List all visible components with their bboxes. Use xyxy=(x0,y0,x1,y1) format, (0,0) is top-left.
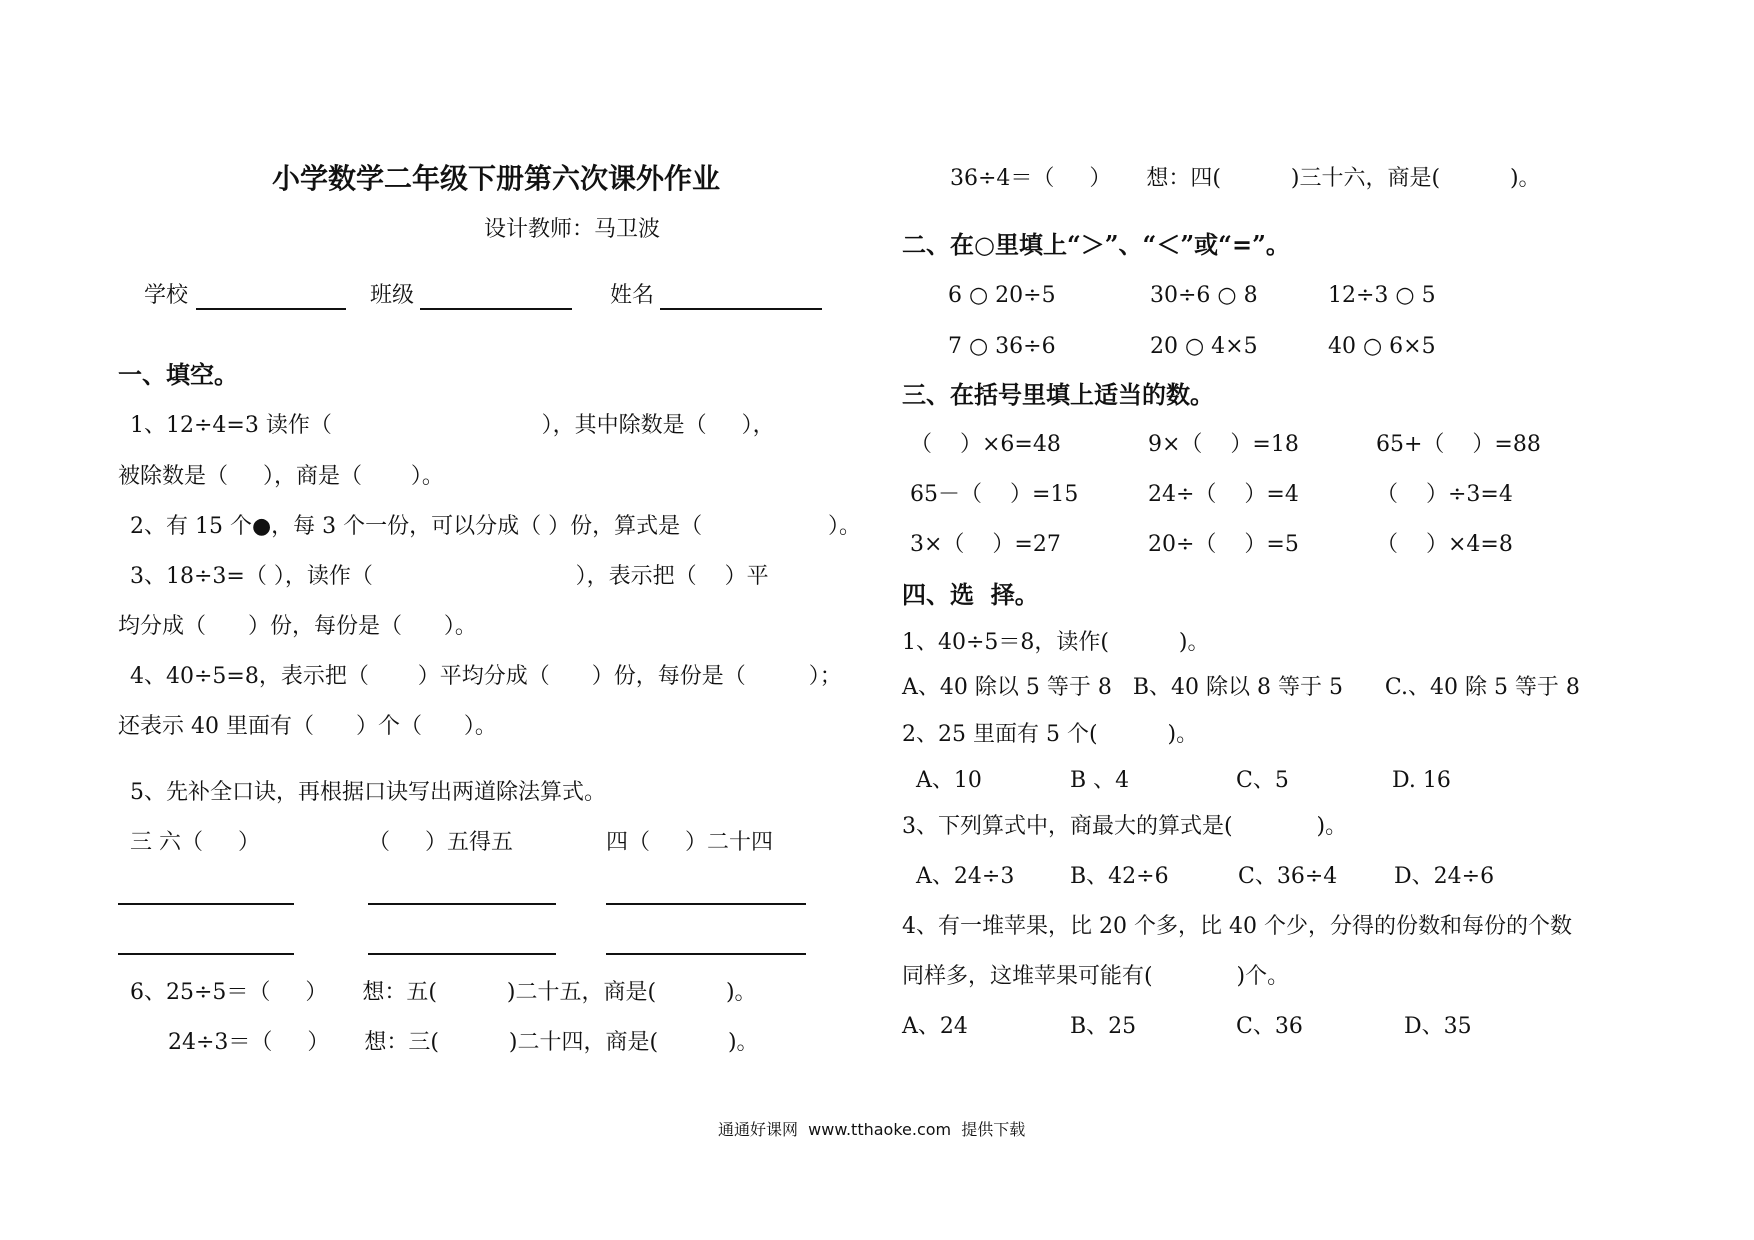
footer: 通通好课网 www.tthaoke.com 提供下载 xyxy=(718,1120,1026,1139)
section-4-heading: 四、选 择。 xyxy=(902,580,1039,609)
s4-q4-line1: 4、有一堆苹果，比 20 个多，比 40 个少，分得的份数和每份的个数 xyxy=(902,914,1572,939)
s1-q5-rhyme-1: 三 六（ ） xyxy=(130,830,260,855)
option: C、36 xyxy=(1236,1014,1303,1039)
s1-q3-line1: 3、18÷3=（ ），读作（ ），表示把（ ）平 xyxy=(130,564,769,589)
option: C、36÷4 xyxy=(1238,864,1338,889)
name-blank[interactable] xyxy=(660,308,822,310)
s1-q6-line3: 36÷4＝（ ） 想：四( )三十六，商是( )。 xyxy=(950,166,1541,191)
option: B、25 xyxy=(1070,1014,1137,1039)
section-3-heading: 三、在括号里填上适当的数。 xyxy=(902,380,1214,409)
class-blank[interactable] xyxy=(420,308,572,310)
answer-line[interactable] xyxy=(368,903,556,905)
answer-line[interactable] xyxy=(118,903,294,905)
s4-q3: 3、下列算式中，商最大的算式是( )。 xyxy=(902,814,1348,839)
school-label: 学校 xyxy=(144,283,189,308)
s1-q5-rhyme-2: （ ）五得五 xyxy=(368,830,513,855)
s4-q1-options: A、40 除以 5 等于 8 B、40 除以 8 等于 5 C.、40 除 5 等于 8 xyxy=(902,675,1580,700)
s4-q1: 1、40÷5＝8，读作( )。 xyxy=(902,630,1210,655)
answer-line[interactable] xyxy=(368,953,556,955)
s1-q6-line1: 6、25÷5＝（ ） 想：五( )二十五，商是( )。 xyxy=(130,980,757,1005)
fill-item: （ ）×4=8 xyxy=(1376,532,1513,557)
option: D、24÷6 xyxy=(1394,864,1495,889)
fill-item: 9×（ ）=18 xyxy=(1148,432,1299,457)
s1-q1-line1: 1、12÷4=3 读作（ ），其中除数是（ ）， xyxy=(130,413,775,438)
s4-q2: 2、25 里面有 5 个( )。 xyxy=(902,722,1199,747)
s1-q5: 5、先补全口诀，再根据口诀写出两道除法算式。 xyxy=(130,780,606,805)
s1-q1-line2: 被除数是（ ），商是（ ）。 xyxy=(118,464,444,489)
class-label: 班级 xyxy=(370,283,415,308)
option: B、42÷6 xyxy=(1070,864,1169,889)
fill-item: 24÷（ ）=4 xyxy=(1148,482,1299,507)
fill-item: 20÷（ ）=5 xyxy=(1148,532,1299,557)
fill-item: 65－（ ）=15 xyxy=(910,482,1079,507)
option: A、10 xyxy=(916,768,982,793)
answer-line[interactable] xyxy=(606,953,806,955)
compare-item: 7 ○ 36÷6 xyxy=(948,334,1056,359)
option: D. 16 xyxy=(1392,768,1451,793)
option: A、24÷3 xyxy=(916,864,1015,889)
s1-q4-line2: 还表示 40 里面有（ ）个（ ）。 xyxy=(118,714,497,739)
option: A、24 xyxy=(902,1014,968,1039)
s1-q6-line2: 24÷3＝（ ） 想：三( )二十四，商是( )。 xyxy=(168,1030,759,1055)
s1-q3-line2: 均分成（ ）份，每份是（ ）。 xyxy=(118,614,477,639)
compare-item: 20 ○ 4×5 xyxy=(1150,334,1258,359)
compare-item: 40 ○ 6×5 xyxy=(1328,334,1436,359)
s1-q4-line1: 4、40÷5=8，表示把（ ）平均分成（ ）份，每份是（ ）； xyxy=(130,664,842,689)
fill-item: 3×（ ）=27 xyxy=(910,532,1061,557)
name-label: 姓名 xyxy=(610,283,655,308)
section-1-heading: 一、填空。 xyxy=(118,360,238,389)
s1-q2: 2、有 15 个●，每 3 个一份，可以分成（ ）份，算式是（ ）。 xyxy=(130,514,862,539)
section-2-heading: 二、在○里填上“＞”、“＜”或“=”。 xyxy=(902,230,1290,259)
s1-q5-rhyme-3: 四（ ）二十四 xyxy=(606,830,773,855)
fill-item: 65+（ ）=88 xyxy=(1376,432,1541,457)
fill-item: （ ）÷3=4 xyxy=(1376,482,1513,507)
compare-item: 30÷6 ○ 8 xyxy=(1150,283,1258,308)
answer-line[interactable] xyxy=(606,903,806,905)
compare-item: 6 ○ 20÷5 xyxy=(948,283,1056,308)
fill-item: （ ）×6=48 xyxy=(910,432,1061,457)
s4-q4-line2: 同样多，这堆苹果可能有( )个。 xyxy=(902,964,1290,989)
compare-item: 12÷3 ○ 5 xyxy=(1328,283,1436,308)
option: C、5 xyxy=(1236,768,1289,793)
option: D、35 xyxy=(1404,1014,1472,1039)
page-title: 小学数学二年级下册第六次课外作业 xyxy=(272,162,721,195)
teacher-line: 设计教师：马卫波 xyxy=(484,217,661,242)
option: B 、4 xyxy=(1070,768,1130,793)
answer-line[interactable] xyxy=(118,953,294,955)
school-blank[interactable] xyxy=(196,308,346,310)
